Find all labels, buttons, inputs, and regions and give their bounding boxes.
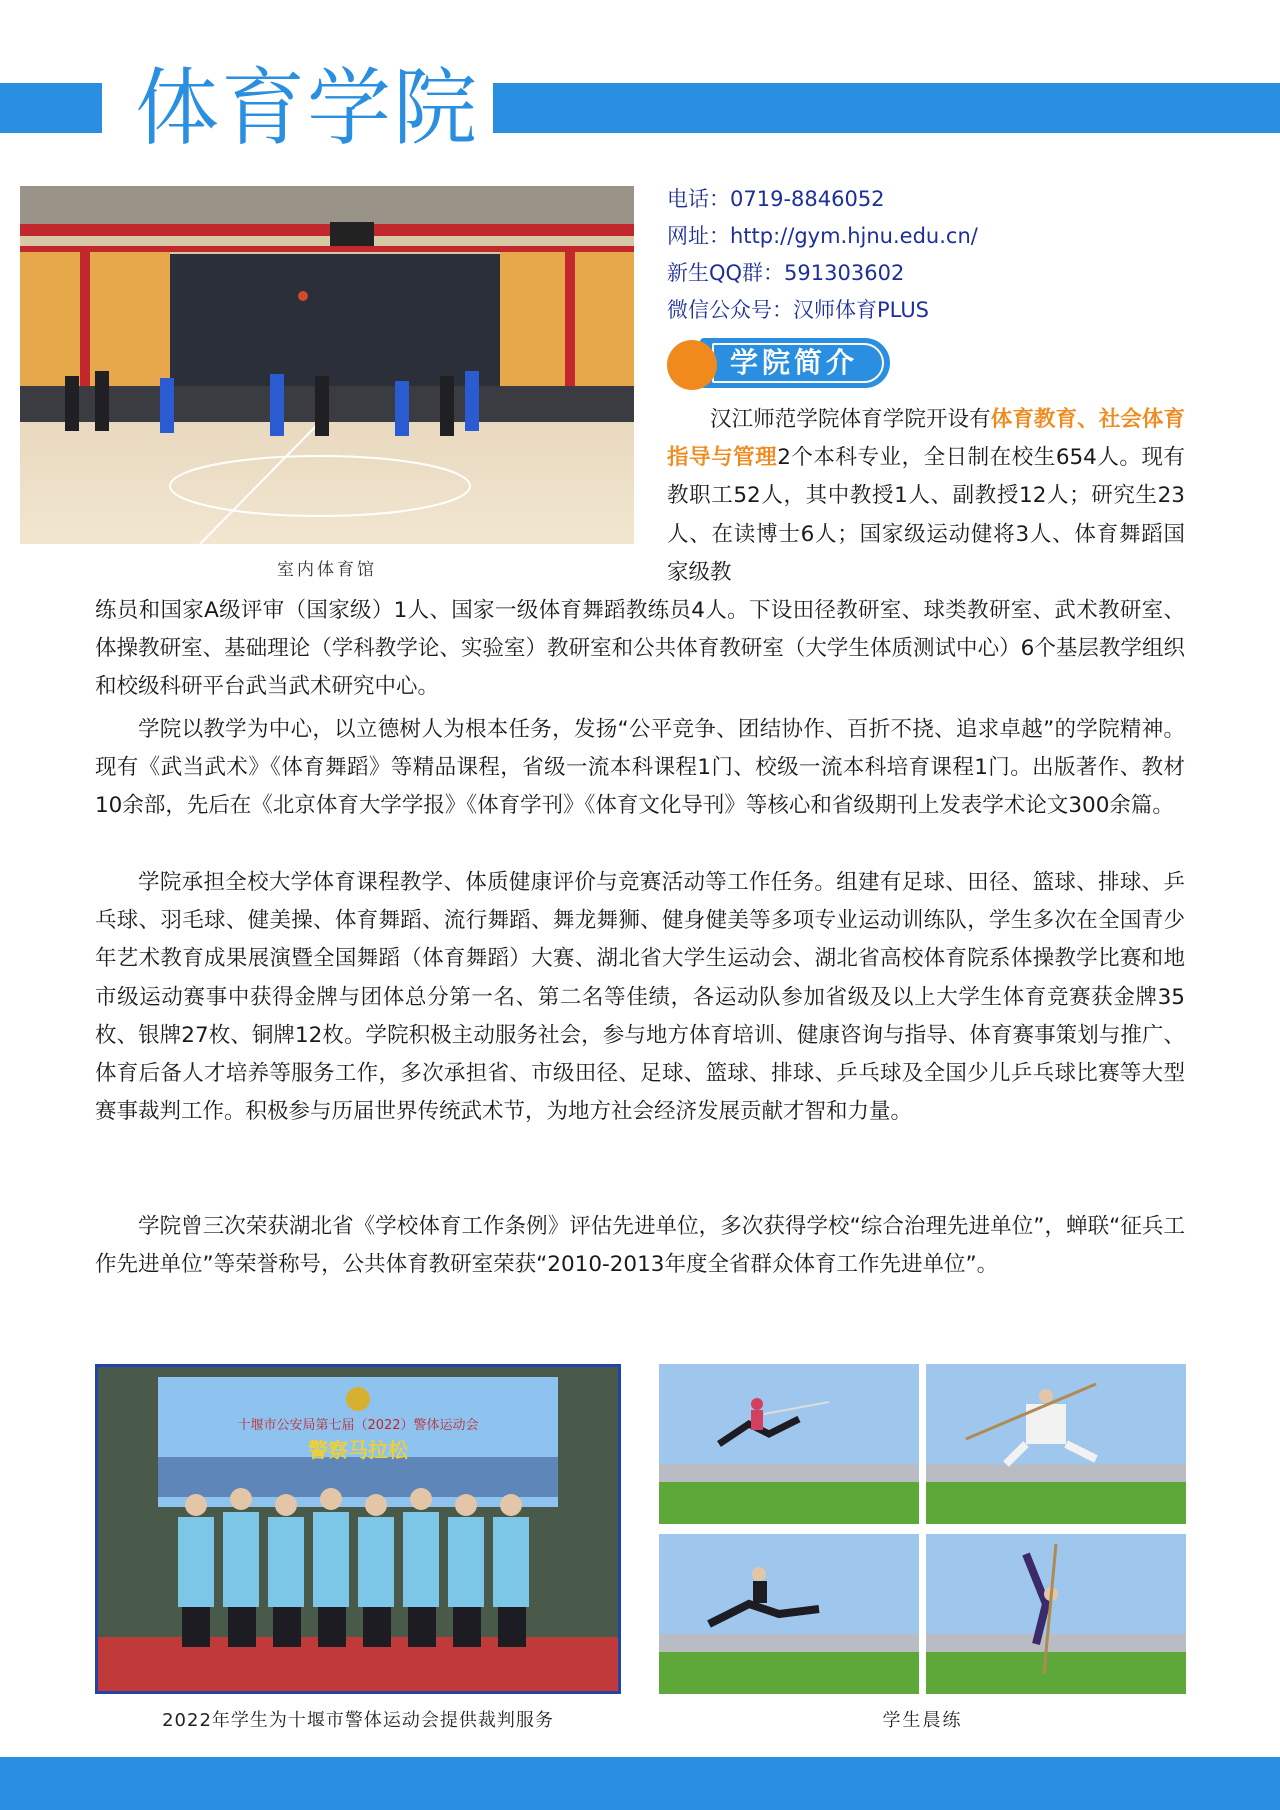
contact-block bbox=[667, 181, 978, 329]
contact-wechat: 微信公众号：汉师体育PLUS bbox=[667, 298, 930, 322]
gym-caption: 室内体育馆 bbox=[277, 560, 377, 580]
intro-paragraph-1b: 练员和国家A级评审（国家级）1人、国家一级体育舞蹈教练员4人。下设田径教研室、球类教研室、武术教研室、体操教研室、基础理论（学科教学论、实验室）教研室和公共体育教研室（大学生体质测试中心）6个基层教学组织和校级科研平台武当武术研究中心。 bbox=[95, 598, 1185, 700]
banner-line1: 十堰市公安局第七届（2022）警体运动会 bbox=[237, 1418, 479, 1433]
morning-photo-4 bbox=[926, 1534, 1186, 1694]
intro-rest-a: 2个本科专业，全日制在校生654人。现有教职工52人，其中教授1人、副教授12人；研究生23人、在读博士6人；国家级运动健将3人、体育舞蹈国家级教 bbox=[667, 445, 1185, 585]
banner-line2: 警察马拉松 bbox=[308, 1438, 408, 1462]
gym-photo bbox=[20, 186, 634, 544]
footer-band bbox=[0, 1757, 1280, 1810]
intro-majors-highlight: 体育教育、社会体育指导与管理 bbox=[667, 407, 1185, 471]
police-marathon-photo bbox=[95, 1364, 621, 1694]
contact-phone: 电话：0719-8846052 bbox=[667, 187, 885, 211]
section-dot-icon bbox=[667, 340, 717, 390]
section-title: 学院简介 bbox=[700, 338, 890, 388]
police-photo-caption: 2022年学生为十堰市警体运动会提供裁判服务 bbox=[162, 1710, 554, 1731]
intro-lead: 汉江师范学院体育学院开设有 bbox=[710, 407, 991, 432]
header-band-right bbox=[493, 83, 1280, 133]
page-title: 体育学院 bbox=[135, 59, 480, 157]
morning-photo-3 bbox=[659, 1534, 919, 1694]
contact-website[interactable]: 网址：http://gym.hjnu.edu.cn/ bbox=[667, 224, 978, 248]
intro-paragraph-3: 学院承担全校大学体育课程教学、体质健康评价与竞赛活动等工作任务。组建有足球、田径、篮球、排球、乒乓球、羽毛球、健美操、体育舞蹈、流行舞蹈、舞龙舞狮、健身健美等多项专业运动训练队，学生多次在全国青少年艺术教育成果展演暨全国舞蹈（体育舞蹈）大赛、湖北省大学生运动会、湖北省高校体育院系体操教学比赛和地市级运动赛事中获得金牌与团体总分第一名、第二名等佳绩，各运动队参加省级及以上大学生体育竞赛获金牌35枚、银牌27枚、铜牌12枚。学院积极主动服务社会，参与地方体育培训、健康咨询与指导、体育赛事策划与推广、体育后备人才培养等服务工作，多次承担省、市级田径、足球、篮球、排球、乒乓球及全国少儿乒乓球比赛等大型赛事裁判工作。积极参与历届世界传统武术节，为地方社会经济发展贡献才智和力量。 bbox=[95, 870, 1185, 1125]
contact-qq: 新生QQ群：591303602 bbox=[667, 261, 905, 285]
morning-exercise-photos bbox=[659, 1364, 1186, 1694]
morning-photos-caption: 学生晨练 bbox=[882, 1710, 963, 1731]
intro-paragraph-2: 学院以教学为中心，以立德树人为根本任务，发扬“公平竞争、团结协作、百折不挠、追求卓越”的学院精神。现有《武当武术》《体育舞蹈》等精品课程，省级一流本科课程1门、校级一流本科培育课程1门。出版著作、教材10余部，先后在《北京体育大学学报》《体育学刊》《体育文化导刊》等核心和省级期刊上发表学术论文300余篇。 bbox=[95, 717, 1185, 819]
morning-photo-1 bbox=[659, 1364, 919, 1524]
intro-paragraph-1a bbox=[667, 401, 1185, 592]
intro-paragraph-4: 学院曾三次荣获湖北省《学校体育工作条例》评估先进单位，多次获得学校“综合治理先进单位”，蝉联“征兵工作先进单位”等荣誉称号，公共体育教研室荣获“2010-2013年度全省群众体育工作先进单位”。 bbox=[95, 1214, 1185, 1278]
section-title-outline bbox=[712, 343, 884, 383]
header-band-left bbox=[0, 83, 102, 133]
morning-photo-2 bbox=[926, 1364, 1186, 1524]
